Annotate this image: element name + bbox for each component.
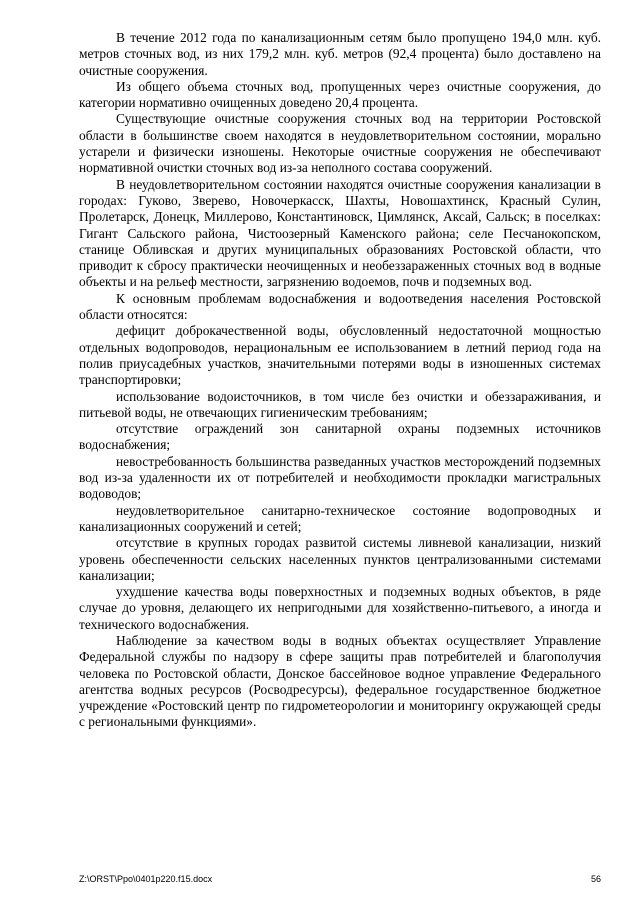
paragraph-problem-sanitary-zones: отсутствие ограждений зон санитарной охраны подземных источников водоснабжения;	[79, 421, 601, 453]
paragraph-sewage-volume: В течение 2012 года по канализационным сетям было пропущено 194,0 млн. куб. метров сточных вод, из них 179,2 млн. куб. метров (92,4 процента) было доставлено на очистные сооружения.	[79, 30, 601, 78]
paragraph-main-problems-intro: К основным проблемам водоснабжения и водоотведения населения Ростовской области относятся:	[79, 290, 601, 323]
paragraph-existing-facilities: Существующие очистные сооружения сточных вод на территории Ростовской области в большинстве своем находятся в неудовлетворительном состоянии, морально устарели и физически изношены. Некоторые очистные сооружения не обеспечивают нормативной очистки сточных вод из-за неполного состава сооружений.	[79, 111, 601, 176]
paragraph-treated-share: Из общего объема сточных вод, пропущенных через очистные сооружения, до категории нормативно очищенных доведено 20,4 процента.	[79, 78, 601, 111]
paragraph-problem-water-quality: ухудшение качества воды поверхностных и подземных водных объектов, в ряде случае до уровня, делающего их непригодными для хозяйственно-питьевого, а иногда и технического водоснабжения.	[79, 584, 601, 632]
paragraph-water-monitoring: Наблюдение за качеством воды в водных объектах осуществляет Управление Федеральной службы по надзору в сфере защиты прав потребителей и благополучия человека по Ростовской области, Донское бассейновое водное управление Федерального агентства водных ресурсов (Росводресурсы), федеральное государственное бюджетное учреждение «Ростовский центр по гидрометеорологии и мониторингу окружающей среды с региональными функциями».	[79, 632, 601, 730]
footer-file-path: Z:\ORST\Ppo\0401p220.f15.docx	[79, 874, 213, 884]
paragraph-problem-water-sources: использование водоисточников, в том числе без очистки и обеззараживания, и питьевой воды, не отвечающих гигиеническим требованиям;	[79, 388, 601, 420]
paragraph-problem-storm-sewage: отсутствие в крупных городах развитой системы ливневой канализации, низкий уровень обеспеченности сельских населенных пунктов централизованными системами канализации;	[79, 535, 601, 583]
paragraph-problem-unused-deposits: невостребованность большинства разведанных участков месторождений подземных вод из-за удаленности их от потребителей и необходимости прокладки магистральных водоводов;	[79, 453, 601, 502]
footer-page-number: 56	[590, 874, 601, 884]
paragraph-problem-water-deficit: дефицит доброкачественной воды, обусловленный недостаточной мощностью отдельных водопроводов, нерациональным ее использованием в летний период года на полив приусадебных участков, значительными потерями воды в изношенных системах транспортировки;	[79, 323, 601, 388]
paragraph-problem-technical-state: неудовлетворительное санитарно-техническое состояние водопроводных и канализационных сооружений и сетей;	[79, 502, 601, 534]
paragraph-unsatisfactory-facilities: В неудовлетворительном состоянии находятся очистные сооружения канализации в городах: Гуково, Зверево, Новочеркасск, Шахты, Новошахтинск, Красный Сулин, Пролетарск, Донецк, Миллерово, Константиновск, Цимлянск, Аксай, Сальск; в поселках: Гигант Сальского района, Чистоозерный Каменского района; селе Песчанокопском, станице Обливская и других муниципальных образованиях Ростовской области, что приводит к сбросу практически неочищенных и необеззараженных сточных вод в водные объекты и на рельеф местности, загрязнению водоемов, почв и подземных вод.	[79, 176, 601, 290]
page-footer	[79, 873, 601, 885]
document-page	[79, 30, 601, 731]
